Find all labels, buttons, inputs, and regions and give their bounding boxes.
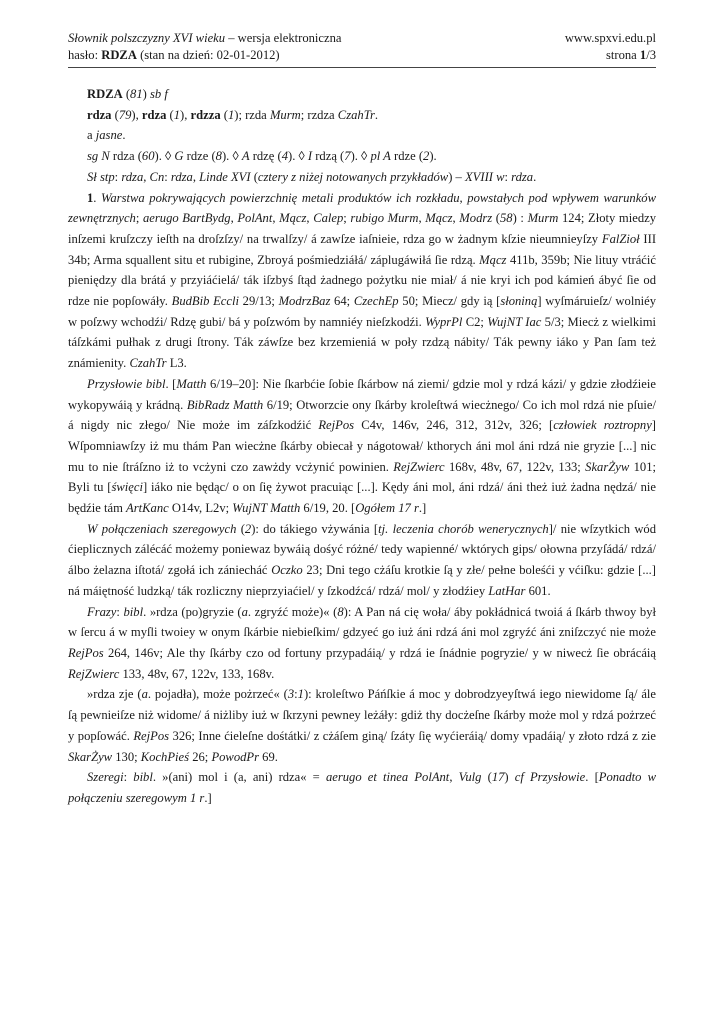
source-title: Słownik polszczyzny XVI wieku <box>68 31 226 45</box>
page-header <box>68 30 656 64</box>
entry-variants: rdza (79), rdza (1), rdzza (1); rzda Murm; rzdza CzahTr. <box>87 107 379 122</box>
header-row-bottom <box>68 47 656 64</box>
header-row-top <box>68 30 656 47</box>
phrase-rdza-zje-paragraph: »rdza zje (a. pojadła), może pożrzeć« (3:1): kroleſtwo Páńſkie á moc y dobrodzyeyſtwá iego niewidome ſą/ ále ſą pewnieiſze niż widome/ á niżliby iuż w ſkrzyni pewney leżáły: gdiż thy docżeſne ſkárby może mol y rdzá pożrzeć y popſowáć. RejPos 326; Inne ćieleſne dośtátki/ z cżáſem giną/ ſzáty ſię wyćieráią/ domy vpadáią/ y złoto rdzá z zie SkarŻyw 130; KochPieś 26; PowodPr 69. <box>68 687 657 764</box>
entry-body <box>68 188 656 809</box>
entry-status <box>68 47 280 64</box>
series-paragraph: Szeregi: bibl. »(ani) mol i (a, ani) rdza« = aerugo et tinea PolAnt, Vulg (17) cf Przysłowie. [Ponadto w połączeniu szeregowym 1 r.] <box>68 770 656 805</box>
page-indicator <box>606 47 656 64</box>
website-link[interactable]: www.spxvi.edu.pl <box>564 31 656 45</box>
source-suffix: – wersja elektroniczna <box>225 31 342 45</box>
entry-pronunciation-note: a jasne. <box>87 128 126 143</box>
dictionary-entry <box>68 84 656 809</box>
entry-headword: RDZA (81) sb f <box>87 87 168 101</box>
status-date: (stan na dzień: 02-01-2012) <box>136 48 280 62</box>
entry-word: RDZA <box>101 48 137 62</box>
page-current: 1 <box>639 48 647 62</box>
haslo-label: hasło: <box>68 48 102 62</box>
entry-head <box>68 84 656 188</box>
entry-lexicographic-sources: Sł stp: rdza, Cn: rdza, Linde XVI (cztery z niżej notowanych przykładów) – XVIII w: rdza. <box>87 169 537 184</box>
entry-inflection: sg N rdza (60). ◊ G rdze (8). ◊ A rdzę (4). ◊ I rdzą (7). ◊ pl A rdze (2). <box>87 149 437 164</box>
serial-combinations-paragraph: W połączeniach szeregowych (2): do tákiego vżywánia [tj. leczenia chorób wenerycznych]/ nie wſzytkich wód ćieplicznych zálécáć możemy poniewaz bywáią dośyć różné/ tedy wapienné/ wktórych gips/ ołowna przyſádá/ rdzá/ álbo żelazna iſtotá/ zgołá ich zániecháć Oczko 23; Dni tego cżáſu krotkie ſą y złe/ pełne boleśći y vćiſku: gdzie [...] ná máiętność ludzką/ ták rozliczny nieprzyiaćiel/ y ſzkodźcá/ rdzá/ mol/ y złodźiey LatHar 601. <box>68 521 657 598</box>
page-total: /3 <box>646 48 656 62</box>
sense-1-definition: 1. Warstwa pokrywających powierzchnię metali produktów ich rozkładu, powstałych pod wpływem warunków zewnętrznych; aerugo BartBydg, PolAnt, Mącz, Calep; rubigo Murm, Mącz, Modrz (58) : Murm 124; Złoty miedzy inſzemi kruſzczy ieſth na droſzſzy/ na trwalſzy/ á zawſze iaſnieie, rdza go w żadnym kſzie nieumnieyſzy FalZioł III 34b; Arma squallent situ et rubigine, Zbroyá pośmiedziáłá/ záplugáwiłá ſie rdzą. Mącz 411b, 359b; Nie lituy vtráćić pieniędzy dla brátá y przyiáćielá/ ták iſzbyś ſtąd żadnego pożytku nie miał/ á nie kryi ich pod kámień ábyć ſie od rdze nie popſowáły. BudBib Eccli 29/13; ModrzBaz 64; CzechEp 50; Miecz/ gdy ią [słoniną] wyſmáruieſz/ wolniéy w poſzwy wchodźi/ Rdzę gubi/ bá y poſzwóm by namniéy nieſzkodźi. WyprPl C2; WujNT Iac 5/3; Miecż z wielkimi táſzkámi pułhak z drugi ſtrony. Ták záwſze bez krzemieniá w poły rzdzą nábity/ Ták pewny iáko y Pan ſam też známienity. CzahTr L3. <box>68 190 657 371</box>
proverb-paragraph: Przysłowie bibl. [Matth 6/19–20]: Nie ſkarbćie ſobie ſkárbow ná ziemi/ gdzie mol y rdzá kázi/ y gdzie złodźieie wykopywáią y krádną. BibRadz Matth 6/19; Otworzcie ony ſkárby kroleſtwá wiecżnego/ Co ich mol rdzá nie pſuie/ á nigdy nic złego/ Nie może im záſzkodźić RejPos C4v, 146v, 246, 312, 312v, 326; [człowiek roztropny] Wſpomniawſzy iż mu thám Pan wiecżne ſkárby obiecał y nágotował/ kthorych áni mol áni rdzá nie gryzie [...] nic mu to nie ſtráſzno iż to vcżyni czo zawżdy vcżynić powinien. RejZwierc 168v, 48v, 67, 122v, 133; SkarŻyw 101; Byli tu [święci] iáko nie będąc/ o on ſię żywot pracuiąc [...]. Kędy áni mol, áni rdzá/ áni theż iuż żadna nędzá/ nie będźie tám ArtKanc O14v, L2v; WujNT Matth 6/19, 20. [Ogółem 17 r.] <box>68 376 657 516</box>
header-divider <box>68 67 656 68</box>
source-label <box>68 30 341 47</box>
phrases-paragraph: Frazy: bibl. »rdza (po)gryzie (a. zgryźć może)« (8): A Pan ná cię woła/ áby pokłádnicá twoiá á ſkárb thwoy był w ſercu á w myſli twoiey w onym ſkárbie niebieſkim/ gdzyeć go iuż áni rdzá áni mol zgryźć áni zniſzczyć nie może RejPos 264, 146v; Ale thy ſkárby czo od fortuny przypadáią/ y rdzá ie ſnádnie pogryzie/ y w niwecż ſie obrácáią RejZwierc 133, 48v, 67, 122v, 133, 168v. <box>68 604 657 681</box>
page-label: strona <box>605 48 640 62</box>
